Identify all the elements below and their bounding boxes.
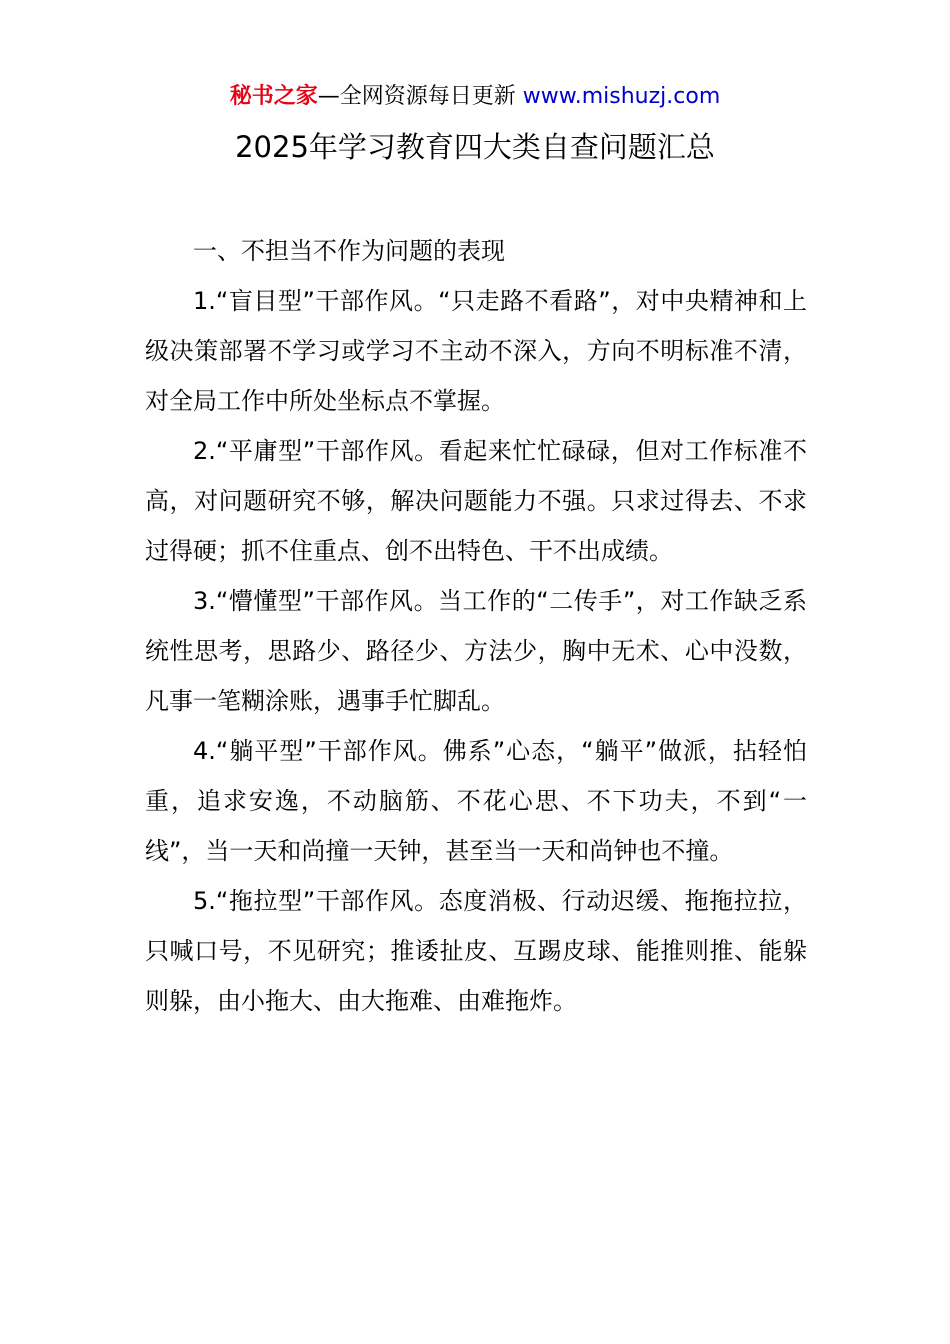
paragraph-2: 2.“平庸型”干部作风。看起来忙忙碌碌，但对工作标准不高，对问题研究不够，解决问题能力不强。只求过得去、不求过得硬；抓不住重点、创不出特色、干不出成绩。	[145, 437, 807, 565]
site-header	[0, 80, 950, 114]
site-url-link[interactable]: www.mishuzj.com	[522, 84, 721, 109]
section-heading: 一、不担当不作为问题的表现	[193, 237, 505, 265]
paragraph-5: 5.“拖拉型”干部作风。态度消极、行动迟缓、拖拖拉拉，只喊口号，不见研究；推诿扯皮、互踢皮球、能推则推、能躲则躲，由小拖大、由大拖难、由难拖炸。	[145, 887, 807, 1015]
document-body	[145, 226, 807, 1026]
header-tagline: —全网资源每日更新	[317, 84, 523, 109]
paragraph-3: 3.“懵懂型”干部作风。当工作的“二传手”，对工作缺乏系统性思考，思路少、路径少、方法少，胸中无术、心中没数，凡事一笔糊涂账，遇事手忙脚乱。	[145, 587, 807, 715]
document-title: 2025年学习教育四大类自查问题汇总	[235, 130, 715, 164]
paragraph-1: 1.“盲目型”干部作风。“只走路不看路”，对中央精神和上级决策部署不学习或学习不主动不深入，方向不明标准不清，对全局工作中所处坐标点不掌握。	[145, 287, 807, 415]
paragraph-4: 4.“躺平型”干部作风。佛系”心态，“躺平”做派，拈轻怕重，追求安逸，不动脑筋、不花心思、不下功夫，不到“一线”，当一天和尚撞一天钟，甚至当一天和尚钟也不撞。	[145, 737, 807, 865]
brand-name: 秘书之家	[229, 84, 318, 109]
